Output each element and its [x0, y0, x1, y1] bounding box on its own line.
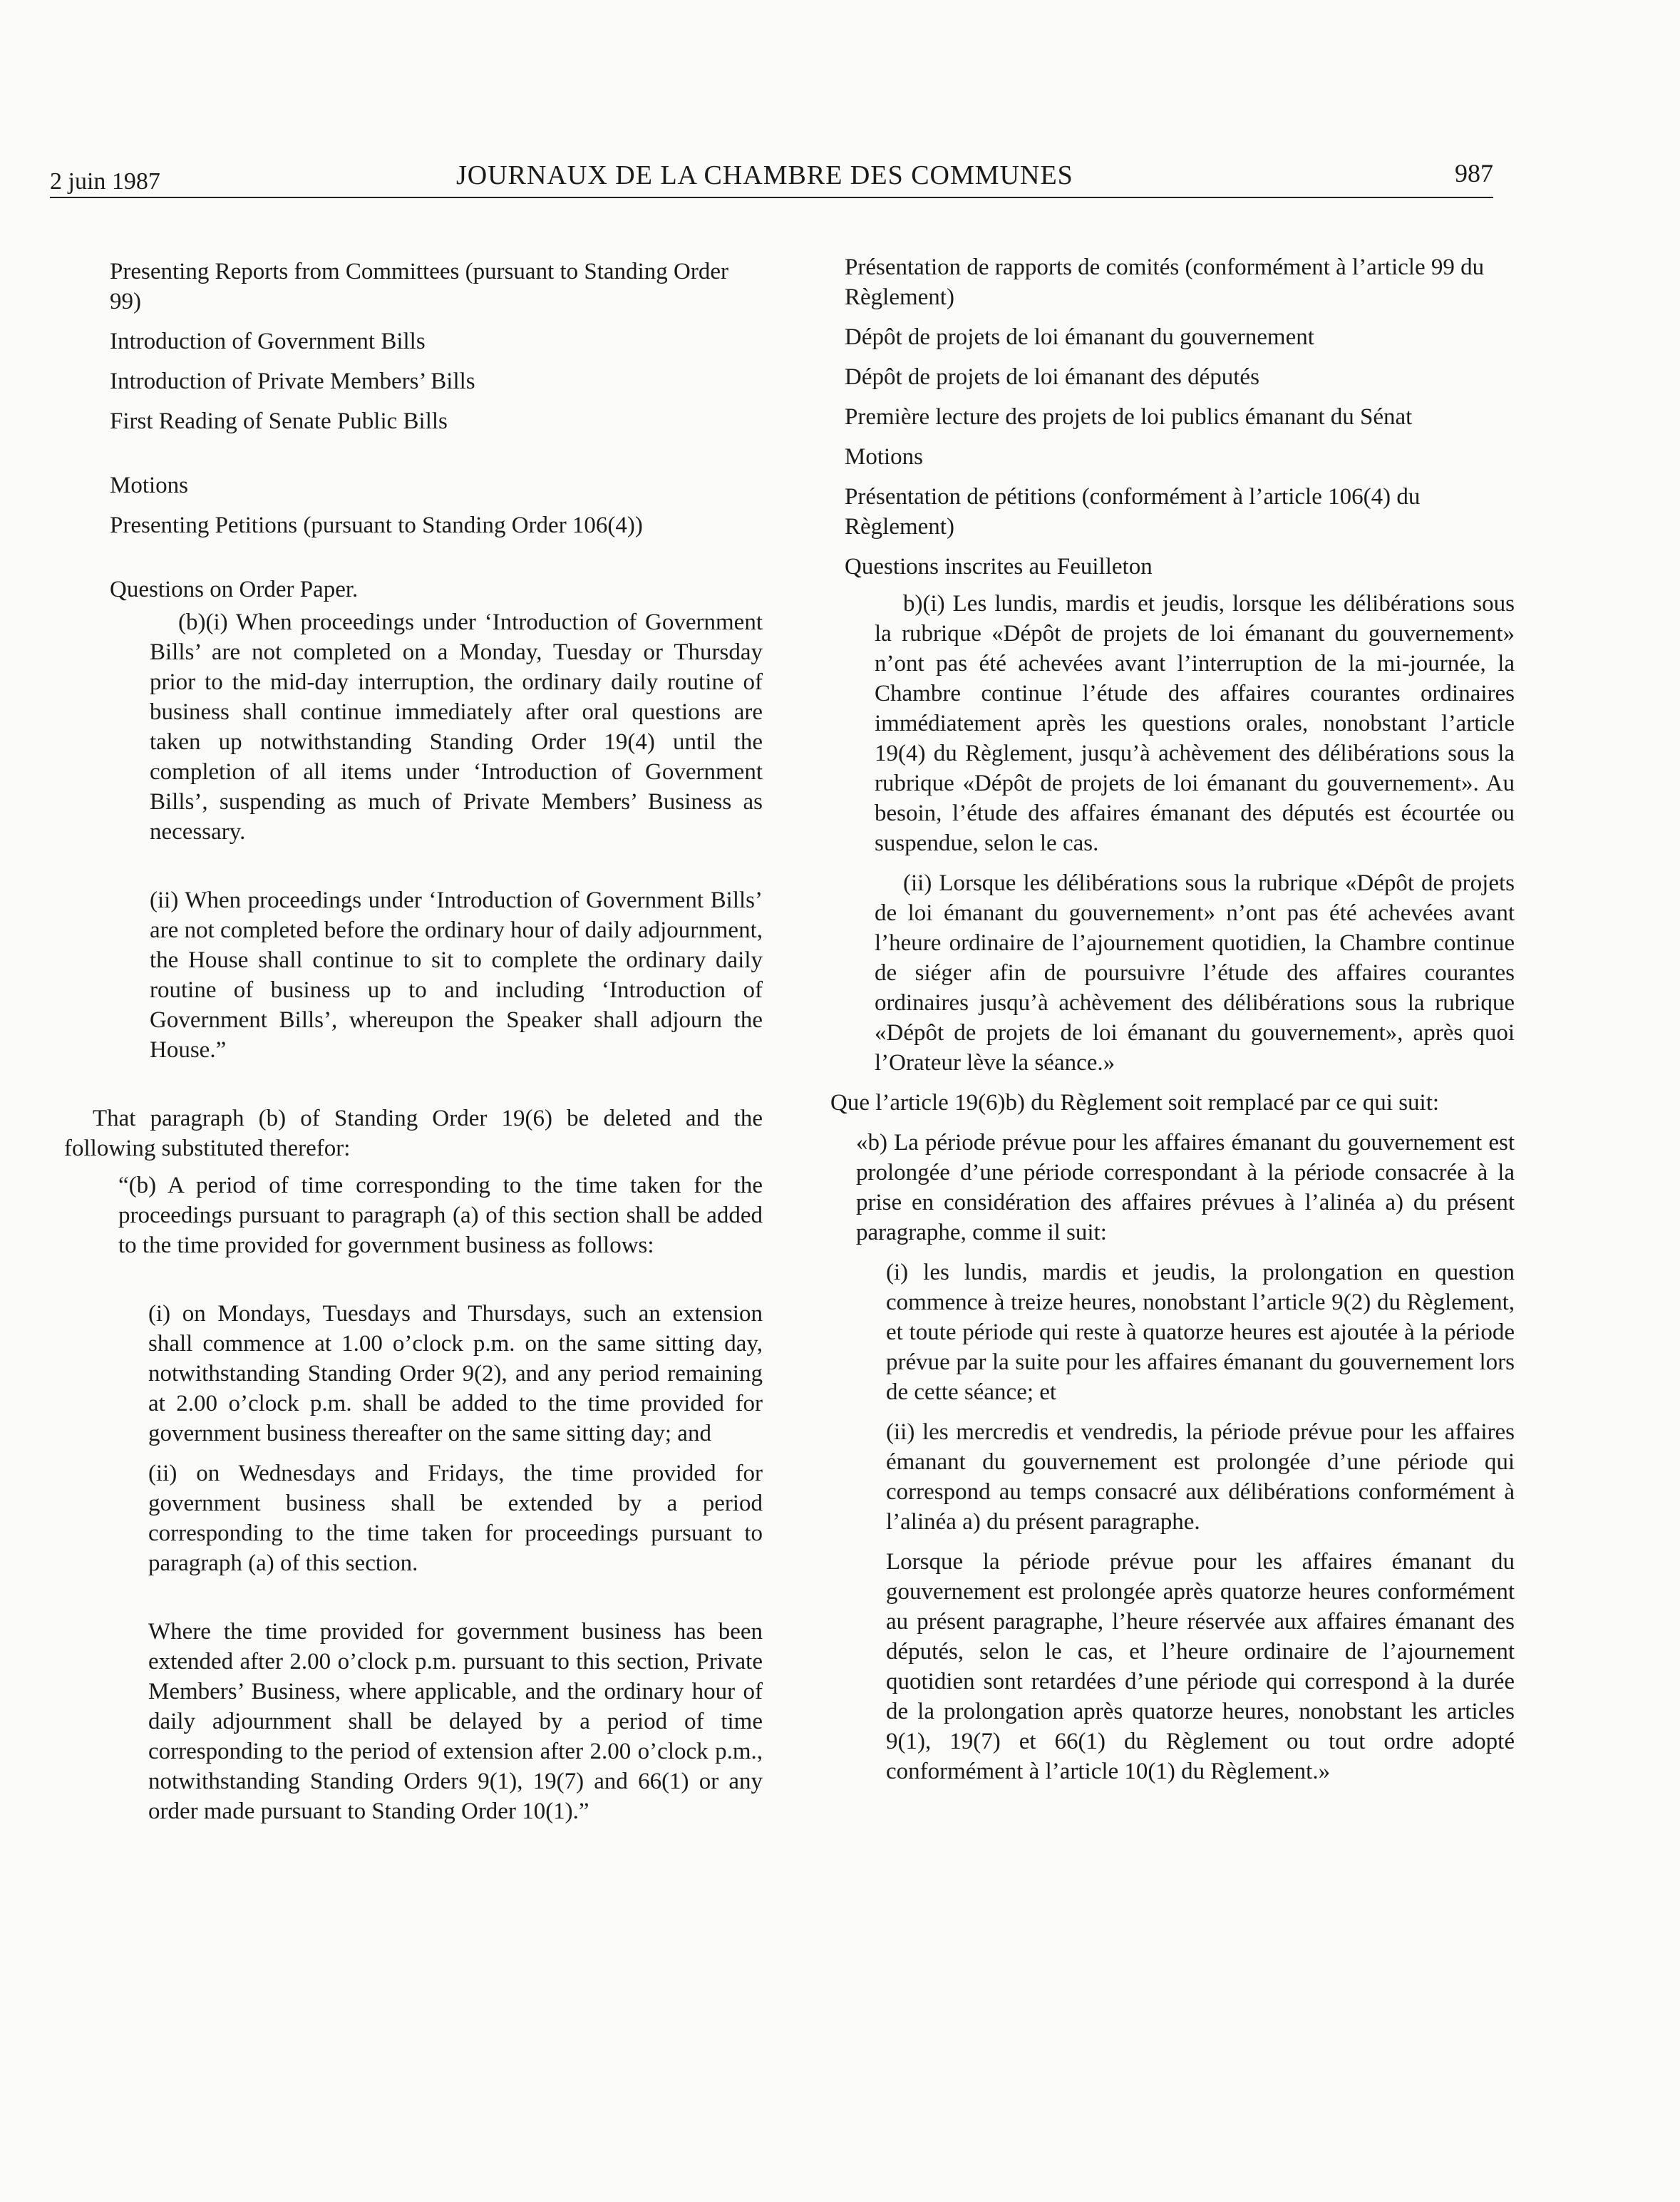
paragraphe-b-ii: (ii) Lorsque les délibérations sous la rubrique «Dépôt de projets de loi émanant du gouvernement» n’ont pas été achevées avant l’heure ordinaire de l’ajournement quotidien, la Chambre continue de siéger afin de poursuivre l’étude des affaires courantes ordinaires jusqu’à achèvement des délibérations sous la rubrique «Dépôt de projets de loi émanant du gouvernement», après quoi l’Orateur lève la séance.»: [875, 870, 1515, 1076]
sous-alinea-ii: (ii) les mercredis et vendredis, la période prévue pour les affaires émanant du gouvernement est prolongée d’une période qui correspond au temps consacré aux délibérations conformément à l’alinéa a) du présent paragraphe.: [886, 1419, 1515, 1535]
sub-item-i: (i) on Mondays, Tuesdays and Thursdays, such an extension shall commence at 1.00 o’clock p.m. on the same sitting day, notwithstanding Standing Order 9(2), and any period remaining at 2.00 o’clock p.m. shall be added to the time provided for government business thereafter on the same sitting day; and: [148, 1301, 763, 1446]
where-paragraph: Where the time provided for government business has been extended after 2.00 o’clock p.m. pursuant to this section, Private Members’ Business, where applicable, and the ordinary hour of daily adjournment shall be delayed by a period of time corresponding to the period of extension after 2.00 o’clock p.m., notwithstanding Standing Orders 9(1), 19(7) and 66(1) or any order made pursuant to Standing Order 10(1).”: [148, 1619, 763, 1824]
order-item: Dépôt de projets de loi émanant du gouvernement: [845, 324, 1314, 350]
order-item: Présentation de pétitions (conformément à l’article 106(4) du Règlement): [845, 484, 1421, 540]
sous-alinea-i: (i) les lundis, mardis et jeudis, la prolongation en question commence à treize heures, nonobstant l’article 9(2) du Règlement, et toute période qui reste à quatorze heures est ajoutée à la période prévue par la suite pour les affaires émanant du gouvernement lors de cette séance; et: [886, 1260, 1515, 1405]
french-column: [830, 254, 1515, 1786]
order-item: Introduction of Private Members’ Bills: [110, 369, 475, 394]
paragraphe-b-i: b)(i) Les lundis, mardis et jeudis, lorsque les délibérations sous la rubrique «Dépôt de projets de loi émanant du gouvernement» n’ont pas été achevées avant l’interruption de la mi-journée, la Chambre continue l’étude des affaires courantes ordinaires immédiatement après les questions orales, nonobstant l’article 19(4) du Règlement, jusqu’à achèvement des délibérations sous la rubrique «Dépôt de projets de loi émanant du gouvernement». Au besoin, l’étude des affaires émanant des députés est écourtée ou suspendue, selon le cas.: [875, 591, 1515, 856]
order-item: Presenting Reports from Committees (pursuant to Standing Order 99): [110, 259, 728, 314]
page-header: [50, 160, 1493, 202]
paragraph-b-i: (b)(i) When proceedings under ‘Introduction of Government Bills’ are not completed on a Monday, Tuesday or Thursday prior to the mid-day interruption, the ordinary daily routine of business shall continue immediately after oral questions are taken up notwithstanding Standing Order 19(4) until the completion of all items under ‘Introduction of Government Bills’, suspending as much of Private Members’ Business as necessary.: [150, 609, 763, 845]
order-item: Présentation de rapports de comités (conformément à l’article 99 du Règlement): [845, 254, 1485, 310]
order-item: Motions: [110, 473, 189, 498]
order-item: Questions on Order Paper.: [110, 577, 359, 602]
order-item: Presenting Petitions (pursuant to Standing Order 106(4)): [110, 513, 643, 538]
header-rule: [50, 197, 1493, 198]
sub-item-ii: (ii) on Wednesdays and Fridays, the time provided for government business shall be extended by a period corresponding to the time taken for proceedings pursuant to paragraph (a) of this section.: [148, 1461, 763, 1576]
order-item: Introduction of Government Bills: [110, 329, 426, 354]
order-item: First Reading of Senate Public Bills: [110, 408, 448, 434]
paragraphe-b-periode: «b) La période prévue pour les affaires émanant du gouvernement est prolongée d’une période correspondant à la période consacrée à la prise en considération des affaires prévues à l’alinéa a) du présent paragraphe, comme il suit:: [856, 1130, 1515, 1245]
order-item: Questions inscrites au Feuilleton: [845, 554, 1153, 580]
header-date: 2 juin 1987: [50, 168, 160, 195]
order-item: Motions: [845, 444, 924, 470]
that-paragraph: That paragraph (b) of Standing Order 19(6) be deleted and the following substituted therefor:: [64, 1106, 763, 1161]
page-number: 987: [1455, 159, 1493, 187]
english-column: [64, 257, 777, 1826]
que-paragraph: Que l’article 19(6)b) du Règlement soit remplacé par ce qui suit:: [830, 1090, 1440, 1116]
order-item: Première lecture des projets de loi publics émanant du Sénat: [845, 404, 1413, 430]
lorsque-paragraph: Lorsque la période prévue pour les affaires émanant du gouvernement est prolongée après quatorze heures conformément au présent paragraphe, l’heure réservée aux affaires émanant des députés, selon le cas, et l’heure ordinaire de l’ajournement quotidien sont retardées d’une période qui correspond à la durée de la prolongation après quatorze heures, nonobstant les articles 9(1), 19(7) et 66(1) du Règlement ou tout ordre adopté conformément à l’article 10(1) du Règlement.»: [886, 1549, 1515, 1784]
order-item: Dépôt de projets de loi émanant des députés: [845, 364, 1259, 390]
paragraph-b-period: “(b) A period of time corresponding to the time taken for the proceedings pursuant to paragraph (a) of this section shall be added to the time provided for government business as follows:: [118, 1173, 763, 1258]
paragraph-b-ii: (ii) When proceedings under ‘Introduction of Government Bills’ are not completed before the ordinary hour of daily adjournment, the House shall continue to sit to complete the ordinary daily routine of business up to and including ‘Introduction of Government Bills’, whereupon the Speaker shall adjourn the House.”: [150, 888, 763, 1063]
header-title: JOURNAUX DE LA CHAMBRE DES COMMUNES: [456, 160, 1073, 190]
